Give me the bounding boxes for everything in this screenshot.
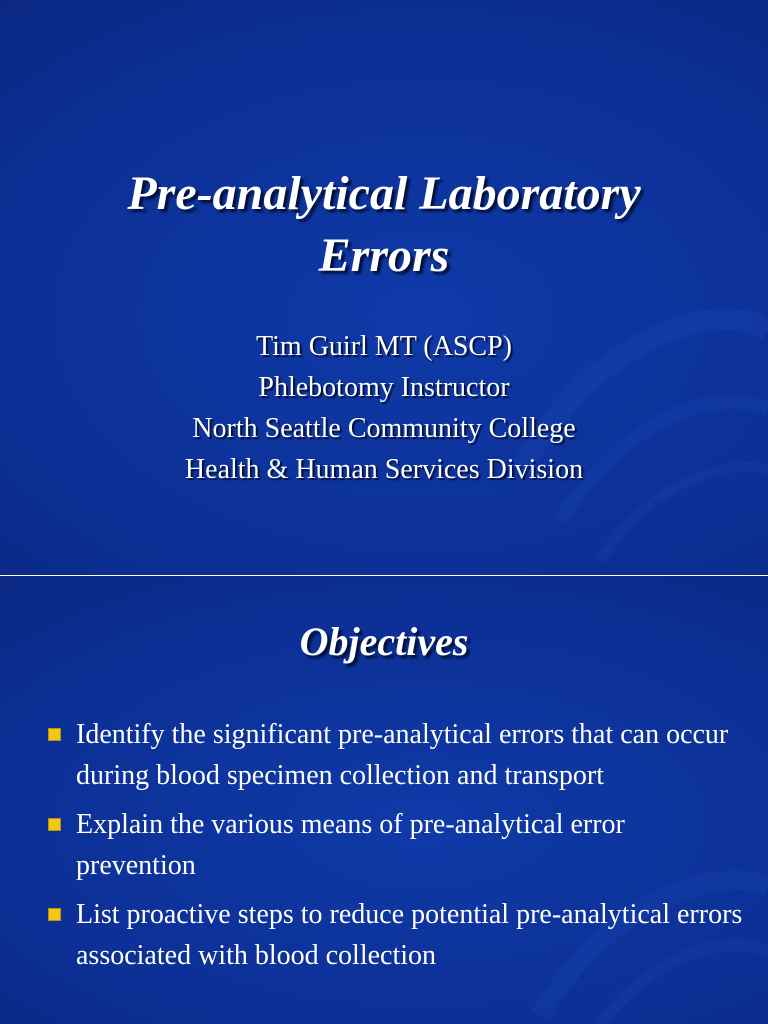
presenter-info [30,326,738,490]
presenter-division: Health & Human Services Division [184,454,584,485]
objectives-list [46,714,746,984]
list-item-text: List proactive steps to reduce potential pre-analytical errors associated with blood collection [76,899,743,971]
objectives-slide [0,576,768,1024]
presenter-institution: North Seattle Community College [192,413,576,444]
list-item [46,804,746,886]
presenter-name: Tim Guirl MT (ASCP) [256,331,512,362]
list-item-text: Identify the significant pre-analytical errors that can occur during blood specimen collection and transport [76,719,729,791]
list-item [46,894,746,976]
bullet-square-icon [48,818,61,831]
slide-title-line-1: Pre-analytical Laboratory [127,167,641,220]
bullet-square-icon [48,908,61,921]
slide-title: Objectives [299,619,469,664]
bullet-square-icon [48,728,61,741]
list-item-text: Explain the various means of pre-analytical error prevention [76,809,625,881]
presenter-role: Phlebotomy Instructor [258,372,510,403]
list-item [46,714,746,796]
slide-title-line-2: Errors [318,229,450,282]
slide-title [30,163,738,287]
